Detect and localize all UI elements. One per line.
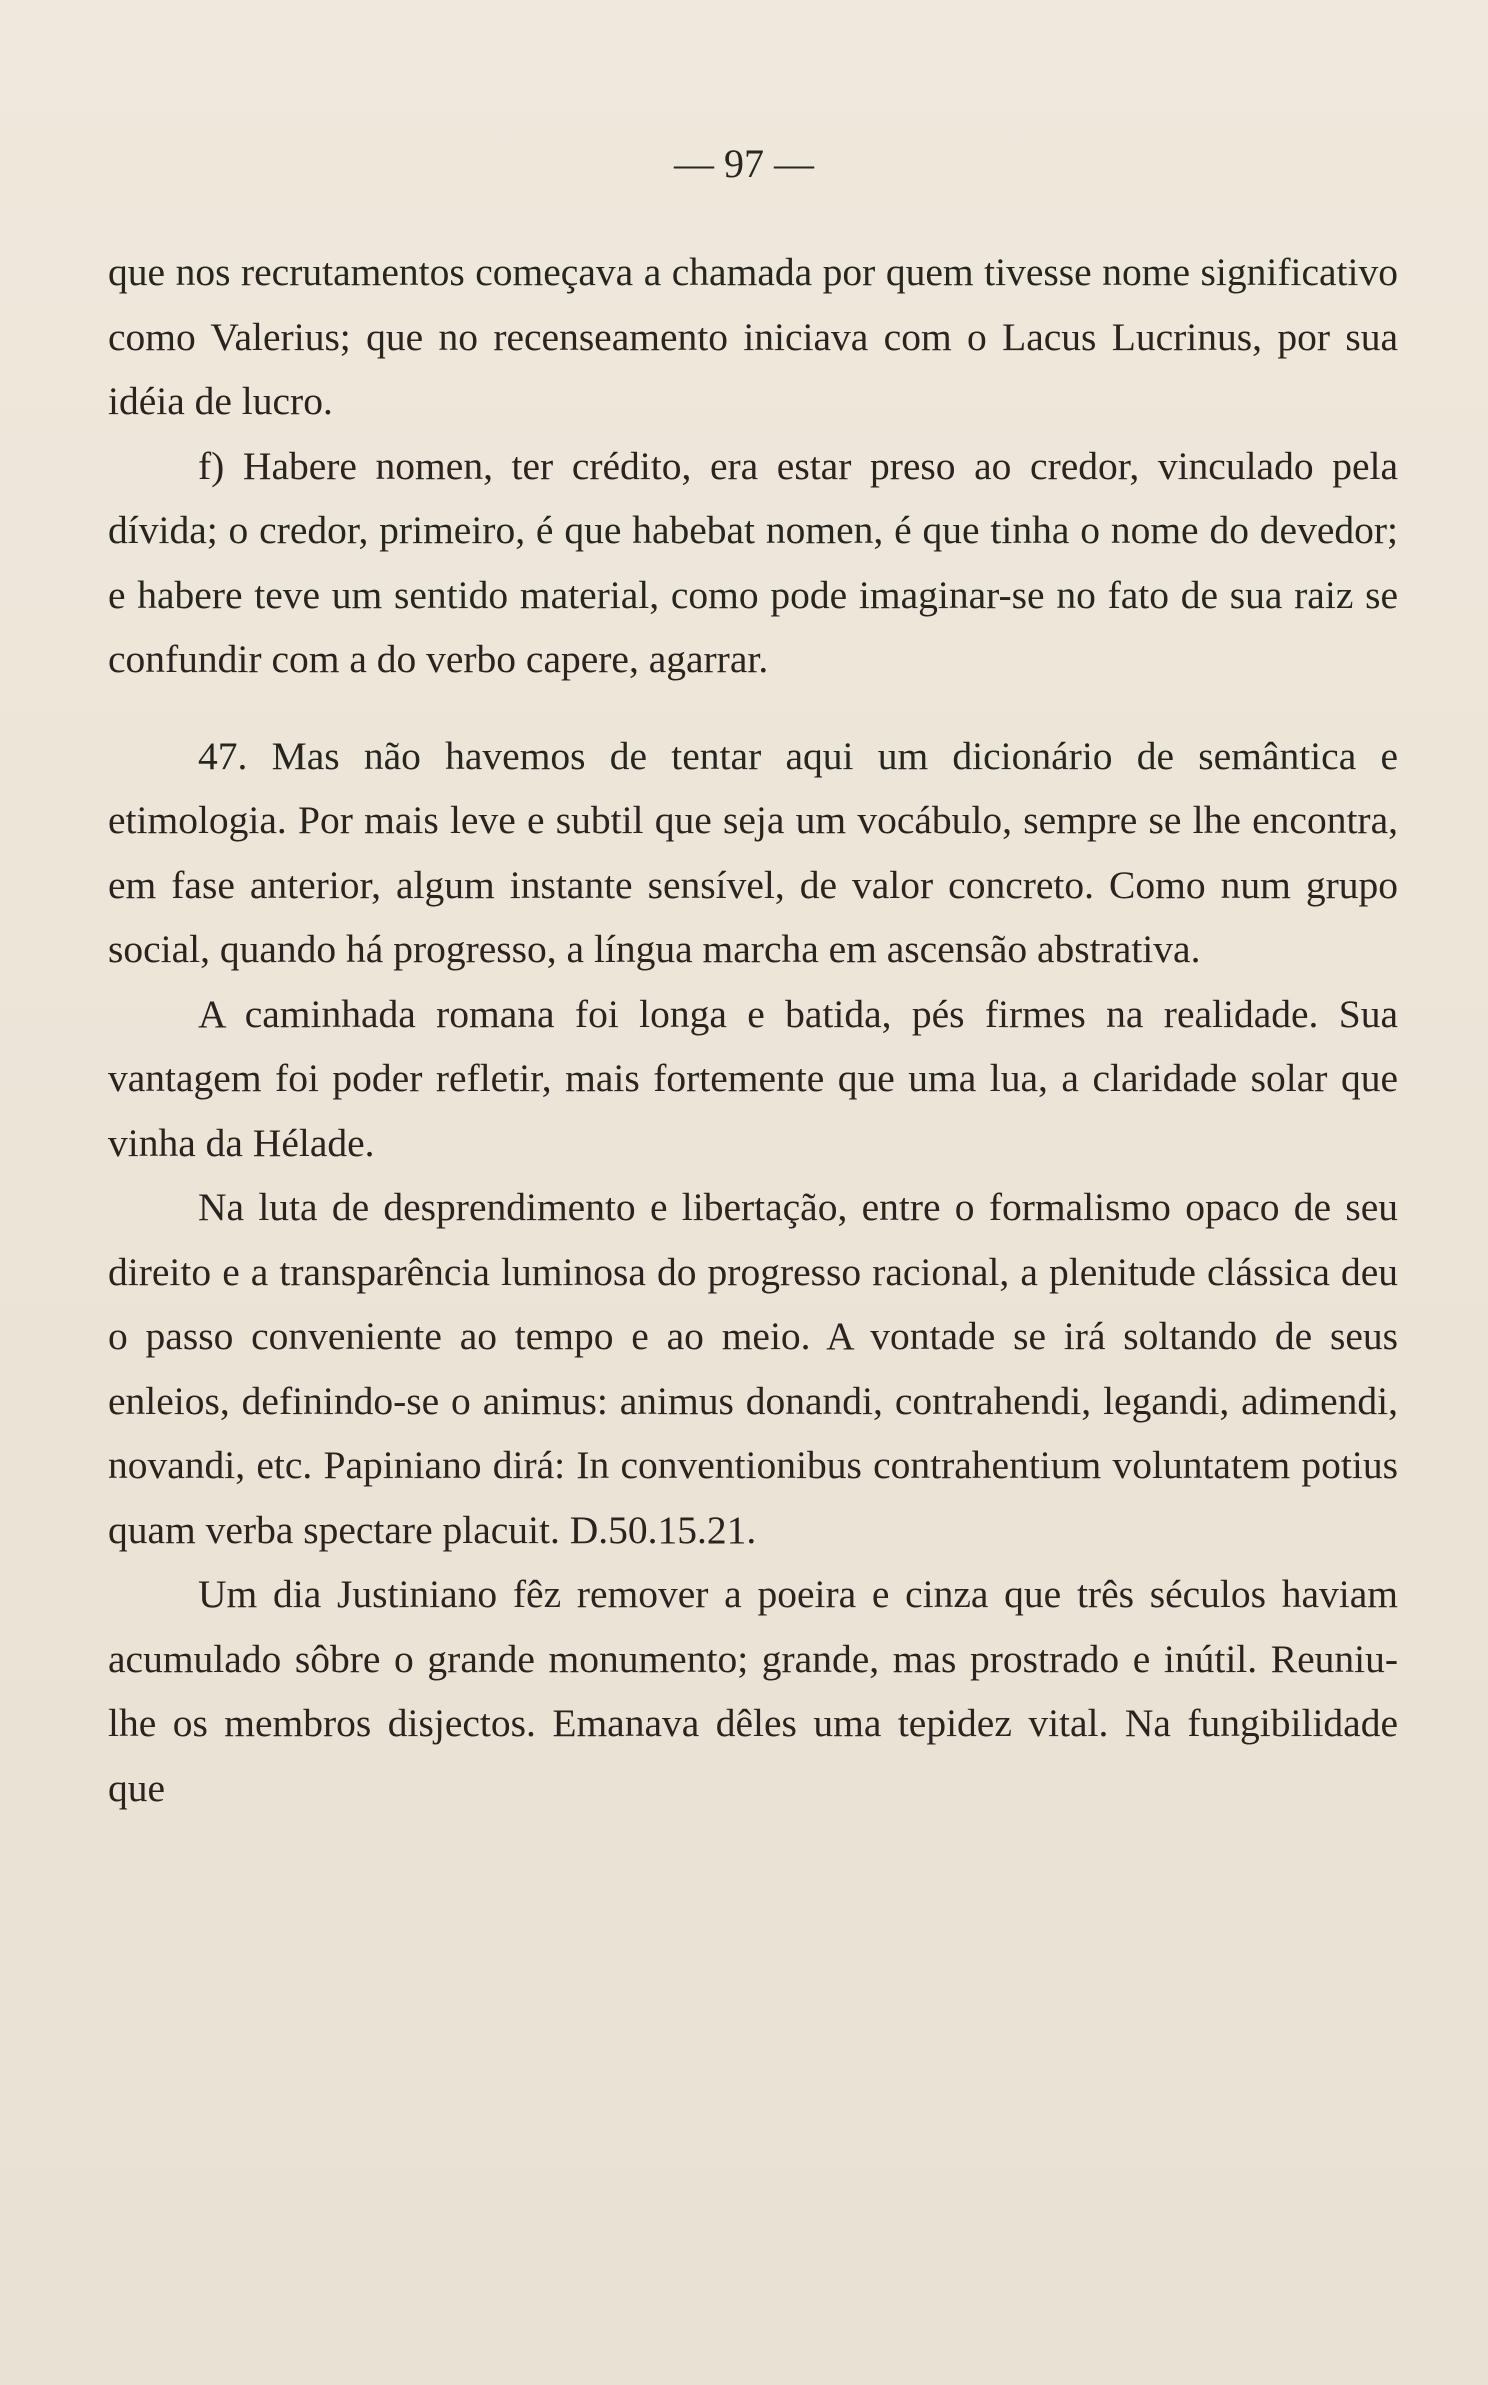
paragraph-continuation: que nos recrutamentos começava a chamada por quem tivesse nome significativo como Valerius; que no recenseamento iniciava com o Lacus Lucrinus, por sua idéia de lucro. — [108, 250, 1398, 423]
paragraph-caminhada: A caminhada romana foi longa e batida, pés firmes na realidade. Sua vantagem foi poder refletir, mais fortemente que uma lua, a claridade solar que vinha da Hélade. — [108, 991, 1398, 1165]
paragraph-section-47: 47. Mas não havemos de tentar aqui um dicionário de semântica e etimologia. Por mais leve e subtil que seja um vocábulo, sempre se lhe encontra, em fase anterior, algum instante sensível, de valor concreto. Como num grupo social, quando há progresso, a língua marcha em ascensão abstrativa. — [108, 733, 1398, 971]
body-text — [108, 240, 1398, 1820]
page-number: — 97 — — [674, 141, 814, 186]
paragraph-justiniano: Um dia Justiniano fêz remover a poeira e cinza que três séculos haviam acumulado sôbre o grande monumento; grande, mas prostrado e inútil. Reuniu-lhe os membros disjectos. Emanava dêles uma tepidez vital. Na fungibilidade que — [108, 1572, 1398, 1810]
paragraph-item-f: f) Habere nomen, ter crédito, era estar preso ao credor, vinculado pela dívida; o credor, primeiro, é que habebat nomen, é que tinha o nome do devedor; e habere teve um sentido material, como pode imaginar-se no fato de sua raiz se confundir com a do verbo capere, agarrar. — [108, 443, 1398, 681]
paragraph-luta: Na luta de desprendimento e libertação, entre o formalismo opaco de seu direito e a transparência luminosa do progresso racional, a plenitude clássica deu o passo conveniente ao tempo e ao meio. A vontade se irá soltando de seus enleios, definindo-se o animus: animus donandi, contrahendi, legandi, adimendi, novandi, etc. Papiniano dirá: In conventionibus contrahentium voluntatem potius quam verba spectare placuit. D.50.15.21. — [108, 1185, 1398, 1552]
